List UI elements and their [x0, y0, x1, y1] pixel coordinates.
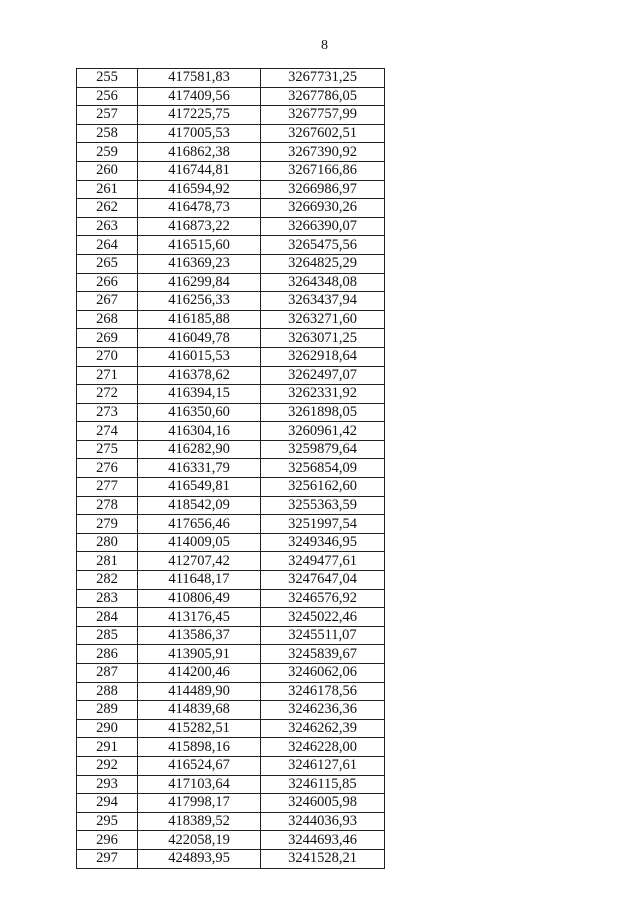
x-coordinate-cell: 416378,62: [138, 366, 261, 385]
y-coordinate-cell: 3262331,92: [261, 385, 385, 404]
x-coordinate-cell: 416350,60: [138, 403, 261, 422]
point-number-cell: 278: [77, 496, 138, 515]
y-coordinate-cell: 3246062,06: [261, 664, 385, 683]
y-coordinate-cell: 3246228,00: [261, 738, 385, 757]
y-coordinate-cell: 3244036,93: [261, 812, 385, 831]
point-number-cell: 268: [77, 310, 138, 329]
table-row: [77, 87, 385, 106]
table-row: [77, 440, 385, 459]
point-number-cell: 271: [77, 366, 138, 385]
y-coordinate-cell: 3265475,56: [261, 236, 385, 255]
table-row: [77, 459, 385, 478]
table-row: [77, 496, 385, 515]
table-row: [77, 422, 385, 441]
x-coordinate-cell: 414009,05: [138, 533, 261, 552]
y-coordinate-cell: 3246115,85: [261, 775, 385, 794]
x-coordinate-cell: 417581,83: [138, 69, 261, 88]
point-number-cell: 263: [77, 217, 138, 236]
x-coordinate-cell: 416478,73: [138, 199, 261, 218]
y-coordinate-cell: 3263071,25: [261, 329, 385, 348]
point-number-cell: 283: [77, 589, 138, 608]
x-coordinate-cell: 411648,17: [138, 571, 261, 590]
table-row: [77, 347, 385, 366]
table-row: [77, 756, 385, 775]
x-coordinate-cell: 416331,79: [138, 459, 261, 478]
x-coordinate-cell: 416256,33: [138, 292, 261, 311]
table-row: [77, 69, 385, 88]
x-coordinate-cell: 416299,84: [138, 273, 261, 292]
y-coordinate-cell: 3267786,05: [261, 87, 385, 106]
point-number-cell: 296: [77, 831, 138, 850]
y-coordinate-cell: 3245511,07: [261, 626, 385, 645]
y-coordinate-cell: 3264825,29: [261, 254, 385, 273]
x-coordinate-cell: 416862,38: [138, 143, 261, 162]
point-number-cell: 277: [77, 478, 138, 497]
point-number-cell: 260: [77, 161, 138, 180]
y-coordinate-cell: 3262497,07: [261, 366, 385, 385]
x-coordinate-cell: 418389,52: [138, 812, 261, 831]
point-number-cell: 295: [77, 812, 138, 831]
table-row: [77, 292, 385, 311]
y-coordinate-cell: 3244693,46: [261, 831, 385, 850]
x-coordinate-cell: 412707,42: [138, 552, 261, 571]
point-number-cell: 280: [77, 533, 138, 552]
table-row: [77, 180, 385, 199]
x-coordinate-cell: 416282,90: [138, 440, 261, 459]
coordinates-table: [76, 68, 385, 869]
y-coordinate-cell: 3266930,26: [261, 199, 385, 218]
table-row: [77, 849, 385, 868]
point-number-cell: 290: [77, 719, 138, 738]
point-number-cell: 287: [77, 664, 138, 683]
table-row: [77, 589, 385, 608]
x-coordinate-cell: 413586,37: [138, 626, 261, 645]
y-coordinate-cell: 3246127,61: [261, 756, 385, 775]
table-row: [77, 664, 385, 683]
point-number-cell: 276: [77, 459, 138, 478]
y-coordinate-cell: 3251997,54: [261, 515, 385, 534]
point-number-cell: 293: [77, 775, 138, 794]
y-coordinate-cell: 3249477,61: [261, 552, 385, 571]
y-coordinate-cell: 3266986,97: [261, 180, 385, 199]
page-number: 8: [321, 38, 328, 53]
x-coordinate-cell: 417225,75: [138, 106, 261, 125]
point-number-cell: 288: [77, 682, 138, 701]
table-row: [77, 366, 385, 385]
table-row: [77, 310, 385, 329]
x-coordinate-cell: 417656,46: [138, 515, 261, 534]
table-row: [77, 106, 385, 125]
x-coordinate-cell: 416304,16: [138, 422, 261, 441]
table-row: [77, 701, 385, 720]
y-coordinate-cell: 3247647,04: [261, 571, 385, 590]
point-number-cell: 274: [77, 422, 138, 441]
table-row: [77, 719, 385, 738]
x-coordinate-cell: 414839,68: [138, 701, 261, 720]
x-coordinate-cell: 416394,15: [138, 385, 261, 404]
x-coordinate-cell: 418542,09: [138, 496, 261, 515]
x-coordinate-cell: 414200,46: [138, 664, 261, 683]
point-number-cell: 289: [77, 701, 138, 720]
table-row: [77, 273, 385, 292]
point-number-cell: 265: [77, 254, 138, 273]
table-row: [77, 143, 385, 162]
x-coordinate-cell: 416744,81: [138, 161, 261, 180]
y-coordinate-cell: 3246576,92: [261, 589, 385, 608]
table-row: [77, 775, 385, 794]
point-number-cell: 273: [77, 403, 138, 422]
point-number-cell: 292: [77, 756, 138, 775]
x-coordinate-cell: 416185,88: [138, 310, 261, 329]
table-row: [77, 236, 385, 255]
x-coordinate-cell: 413905,91: [138, 645, 261, 664]
x-coordinate-cell: 417409,56: [138, 87, 261, 106]
table-row: [77, 254, 385, 273]
x-coordinate-cell: 422058,19: [138, 831, 261, 850]
y-coordinate-cell: 3241528,21: [261, 849, 385, 868]
point-number-cell: 256: [77, 87, 138, 106]
x-coordinate-cell: 415898,16: [138, 738, 261, 757]
point-number-cell: 279: [77, 515, 138, 534]
y-coordinate-cell: 3246236,36: [261, 701, 385, 720]
x-coordinate-cell: 417005,53: [138, 124, 261, 143]
point-number-cell: 286: [77, 645, 138, 664]
point-number-cell: 264: [77, 236, 138, 255]
point-number-cell: 272: [77, 385, 138, 404]
table-row: [77, 161, 385, 180]
point-number-cell: 297: [77, 849, 138, 868]
y-coordinate-cell: 3261898,05: [261, 403, 385, 422]
point-number-cell: 258: [77, 124, 138, 143]
point-number-cell: 275: [77, 440, 138, 459]
point-number-cell: 267: [77, 292, 138, 311]
y-coordinate-cell: 3246178,56: [261, 682, 385, 701]
y-coordinate-cell: 3267602,51: [261, 124, 385, 143]
table-row: [77, 124, 385, 143]
point-number-cell: 282: [77, 571, 138, 590]
point-number-cell: 262: [77, 199, 138, 218]
x-coordinate-cell: 413176,45: [138, 608, 261, 627]
y-coordinate-cell: 3255363,59: [261, 496, 385, 515]
y-coordinate-cell: 3259879,64: [261, 440, 385, 459]
table-row: [77, 385, 385, 404]
table-row: [77, 794, 385, 813]
y-coordinate-cell: 3246262,39: [261, 719, 385, 738]
table-row: [77, 812, 385, 831]
x-coordinate-cell: 416549,81: [138, 478, 261, 497]
table-row: [77, 199, 385, 218]
table-row: [77, 626, 385, 645]
table-row: [77, 645, 385, 664]
x-coordinate-cell: 417998,17: [138, 794, 261, 813]
point-number-cell: 281: [77, 552, 138, 571]
table-row: [77, 403, 385, 422]
y-coordinate-cell: 3256854,09: [261, 459, 385, 478]
y-coordinate-cell: 3267757,99: [261, 106, 385, 125]
y-coordinate-cell: 3260961,42: [261, 422, 385, 441]
point-number-cell: 291: [77, 738, 138, 757]
x-coordinate-cell: 417103,64: [138, 775, 261, 794]
point-number-cell: 294: [77, 794, 138, 813]
x-coordinate-cell: 416873,22: [138, 217, 261, 236]
y-coordinate-cell: 3266390,07: [261, 217, 385, 236]
point-number-cell: 255: [77, 69, 138, 88]
y-coordinate-cell: 3267390,92: [261, 143, 385, 162]
table-row: [77, 738, 385, 757]
point-number-cell: 257: [77, 106, 138, 125]
point-number-cell: 259: [77, 143, 138, 162]
point-number-cell: 269: [77, 329, 138, 348]
x-coordinate-cell: 410806,49: [138, 589, 261, 608]
x-coordinate-cell: 416524,67: [138, 756, 261, 775]
table-row: [77, 533, 385, 552]
point-number-cell: 285: [77, 626, 138, 645]
table-row: [77, 608, 385, 627]
table-row: [77, 329, 385, 348]
y-coordinate-cell: 3245839,67: [261, 645, 385, 664]
x-coordinate-cell: 416015,53: [138, 347, 261, 366]
y-coordinate-cell: 3256162,60: [261, 478, 385, 497]
table-row: [77, 552, 385, 571]
y-coordinate-cell: 3249346,95: [261, 533, 385, 552]
y-coordinate-cell: 3267166,86: [261, 161, 385, 180]
y-coordinate-cell: 3264348,08: [261, 273, 385, 292]
y-coordinate-cell: 3262918,64: [261, 347, 385, 366]
table-row: [77, 571, 385, 590]
y-coordinate-cell: 3246005,98: [261, 794, 385, 813]
x-coordinate-cell: 416515,60: [138, 236, 261, 255]
y-coordinate-cell: 3263271,60: [261, 310, 385, 329]
x-coordinate-cell: 416049,78: [138, 329, 261, 348]
x-coordinate-cell: 416369,23: [138, 254, 261, 273]
coordinates-table-body: [77, 69, 385, 869]
x-coordinate-cell: 424893,95: [138, 849, 261, 868]
point-number-cell: 261: [77, 180, 138, 199]
y-coordinate-cell: 3267731,25: [261, 69, 385, 88]
table-row: [77, 831, 385, 850]
table-row: [77, 217, 385, 236]
x-coordinate-cell: 415282,51: [138, 719, 261, 738]
y-coordinate-cell: 3245022,46: [261, 608, 385, 627]
point-number-cell: 270: [77, 347, 138, 366]
table-row: [77, 478, 385, 497]
x-coordinate-cell: 416594,92: [138, 180, 261, 199]
y-coordinate-cell: 3263437,94: [261, 292, 385, 311]
table-row: [77, 682, 385, 701]
point-number-cell: 284: [77, 608, 138, 627]
table-row: [77, 515, 385, 534]
x-coordinate-cell: 414489,90: [138, 682, 261, 701]
point-number-cell: 266: [77, 273, 138, 292]
